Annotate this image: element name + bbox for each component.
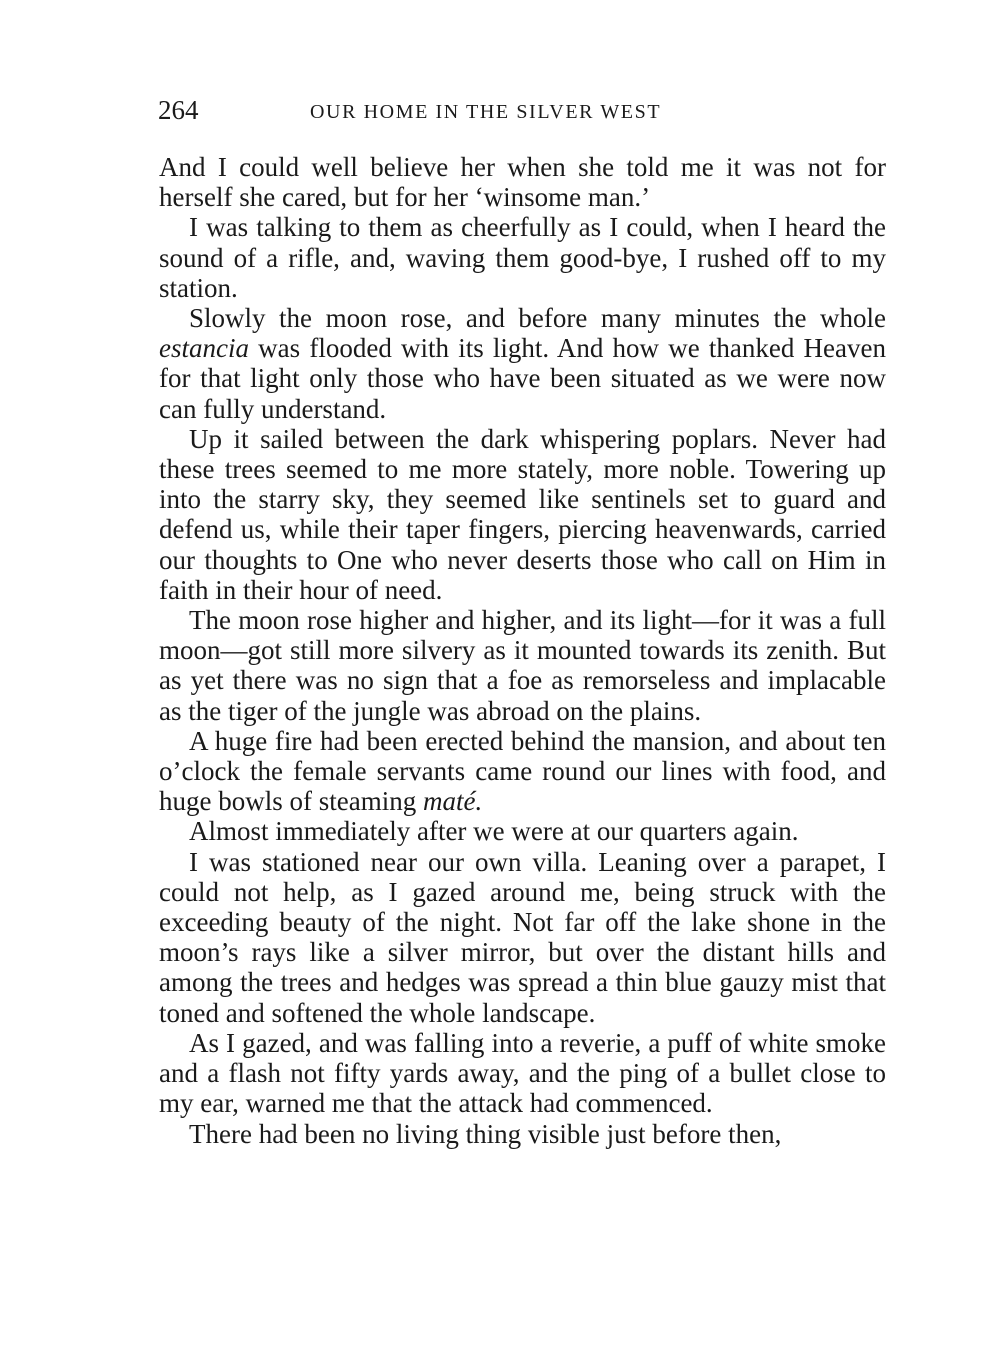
text-segment: I was stationed near our own villa. Leaning over a parapet, I could not help, as I gazed around me, being struck with the exceeding beauty of the night. Not far off the lake shone in the moon’s rays like a silver mirror, but over the distant hills and among the trees and hedges was spread a thin blue gauzy mist that toned and softened the whole landscape. <box>159 846 886 1028</box>
text-segment: was flooded with its light. And how we thanked Heaven for that light only those who have been situated as we were now can fully understand. <box>159 333 886 424</box>
text-segment: There had been no living thing visible just before then, <box>189 1118 782 1149</box>
paragraph <box>159 424 886 605</box>
running-title: OUR HOME IN THE SILVER WEST <box>310 101 662 123</box>
paragraph <box>159 152 886 212</box>
text-segment: As I gazed, and was falling into a reverie, a puff of white smoke and a flash not fifty yards away, and the ping of a bullet close to my ear, warned me that the attack had commenced. <box>159 1027 886 1119</box>
page-header <box>158 92 888 132</box>
text-segment: A huge fire had been erected behind the mansion, and about ten o’clock the female servants came round our lines with food, and huge bowls of steaming <box>159 725 886 817</box>
paragraph <box>159 1028 886 1119</box>
text-segment: And I could well believe her when she told me it was not for herself she cared, but for her ‘winsome man.’ <box>159 152 886 213</box>
text-segment: Slowly the moon rose, and before many minutes the whole <box>189 303 886 334</box>
italic-word-estancia: estancia <box>159 333 249 364</box>
text-segment: Up it sailed between the dark whispering poplars. Never had these trees seemed to me more stately, more noble. Towering up into the starry sky, they seemed like sentinels set to guard and defend us, while their taper fingers, piercing heavenwards, carried our thoughts to One who never deserts those who call on Him in faith in their hour of need. <box>159 423 886 605</box>
paragraph <box>159 847 886 1028</box>
paragraph <box>159 212 886 303</box>
paragraph <box>159 605 886 726</box>
paragraph <box>159 1119 886 1149</box>
text-segment: I was talking to them as cheerfully as I could, when I heard the sound of a rifle, and, waving them good-bye, I rushed off to my station. <box>159 212 886 303</box>
page-number: 264 <box>158 95 199 125</box>
text-segment: Almost immediately after we were at our quarters again. <box>189 816 799 847</box>
paragraph <box>159 303 886 424</box>
text-segment: The moon rose higher and higher, and its light—for it was a full moon—got still more silvery as it mounted towards its zenith. But as yet there was no sign that a foe as remorseless and implacable as the tiger of the jungle was abroad on the plains. <box>159 605 886 726</box>
body-text <box>159 152 886 1149</box>
italic-word-mate: maté. <box>422 786 483 817</box>
paragraph <box>159 816 886 846</box>
paragraph <box>159 726 886 817</box>
